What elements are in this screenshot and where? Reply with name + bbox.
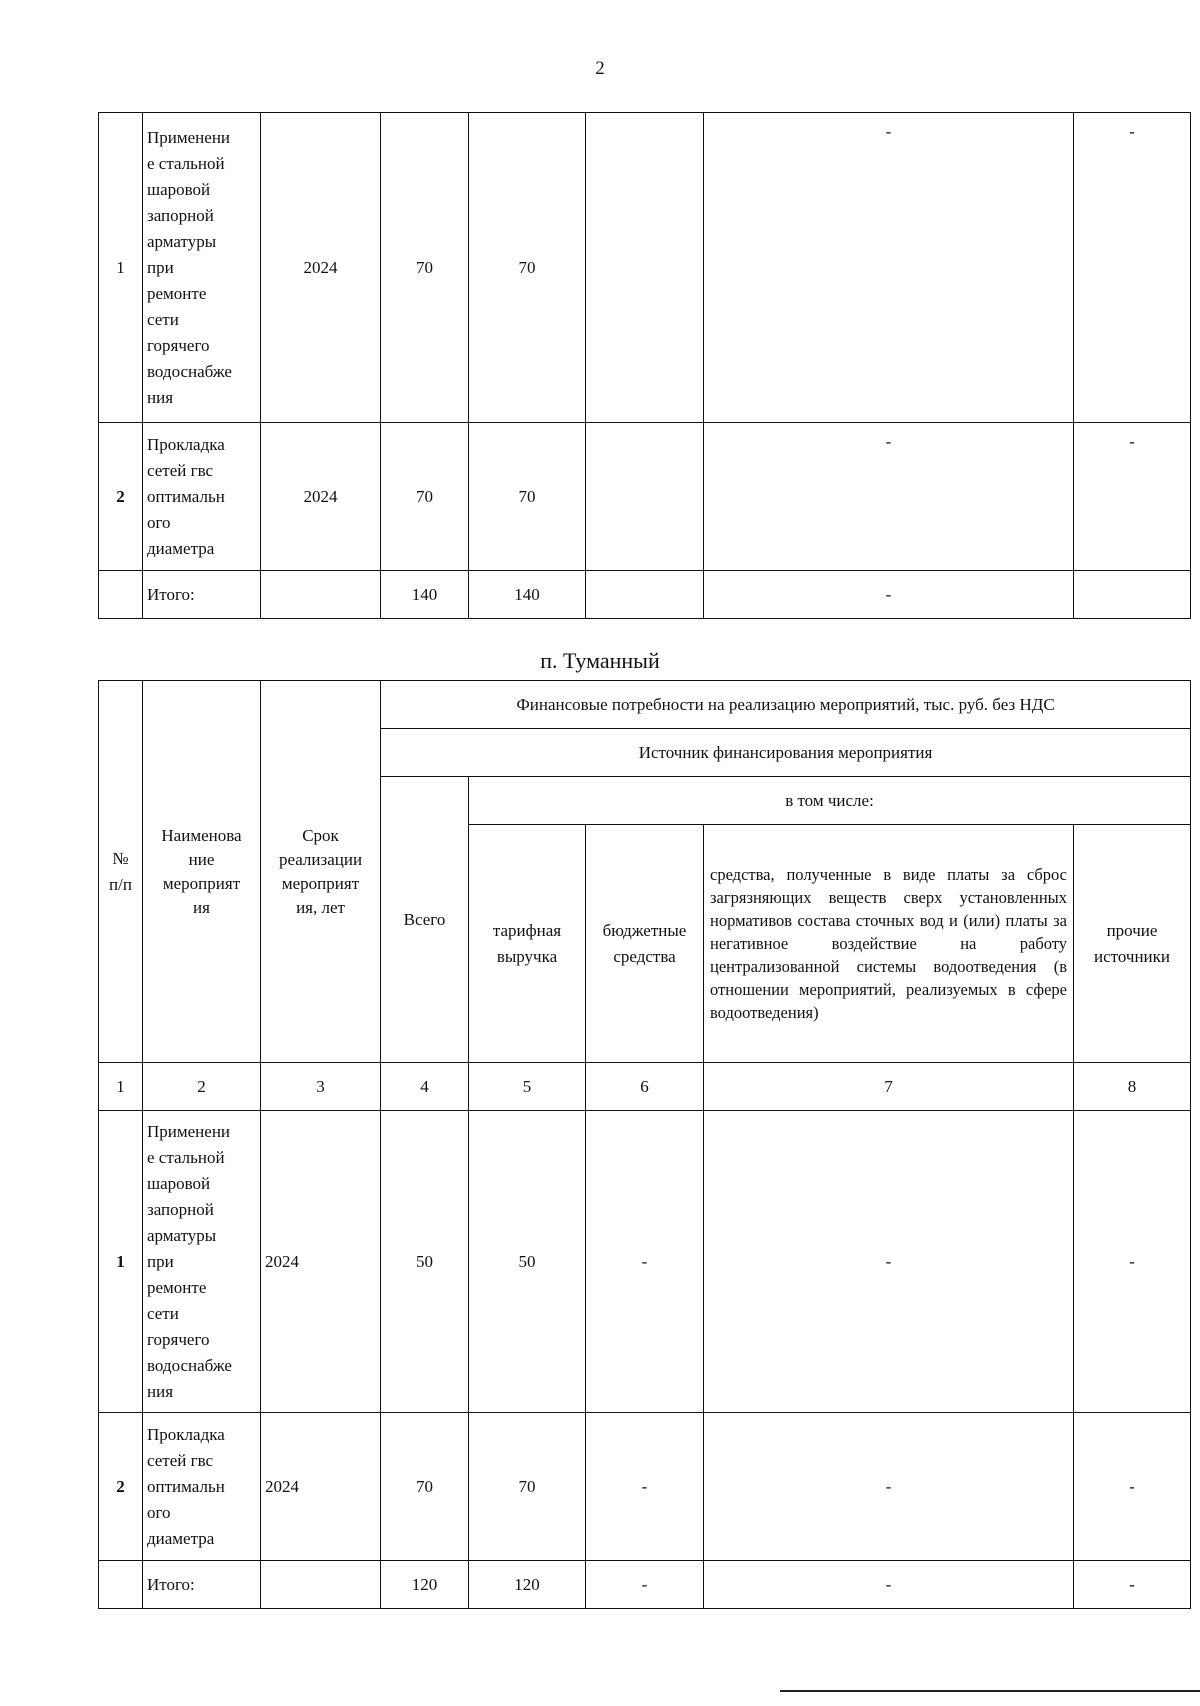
table-row bbox=[99, 1413, 1191, 1561]
row-tariff: 50 bbox=[469, 1111, 586, 1413]
row-tariff: 70 bbox=[469, 1413, 586, 1561]
row-fees: - bbox=[704, 423, 1074, 571]
row-number: 1 bbox=[99, 1111, 143, 1413]
header-num: № п/п bbox=[99, 681, 143, 1063]
total-label: Итого: bbox=[143, 1561, 261, 1609]
row-year: 2024 bbox=[261, 1413, 381, 1561]
row-other: - bbox=[1074, 113, 1191, 423]
column-numbers-row bbox=[99, 1063, 1191, 1111]
row-total: 70 bbox=[381, 113, 469, 423]
table-row bbox=[99, 423, 1191, 571]
row-year: 2024 bbox=[261, 423, 381, 571]
header-total: Всего bbox=[381, 777, 469, 1063]
header-finance: Финансовые потребности на реализацию мероприятий, тыс. руб. без НДС bbox=[381, 681, 1191, 729]
row-fees: - bbox=[704, 1413, 1074, 1561]
row-total: 70 bbox=[381, 423, 469, 571]
header-other: прочие источники bbox=[1074, 825, 1191, 1063]
col-number: 2 bbox=[143, 1063, 261, 1111]
header-fees: средства, полученные в виде платы за сброс загрязняющих веществ сверх установленных нормативов состава сточных вод и (или) платы за негативное воздействие на работу централизованной системы водоотведения (в отношении мероприятий, реализуемых в сфере водоотведения) bbox=[704, 825, 1074, 1063]
total-sum: 140 bbox=[381, 571, 469, 619]
total-sum: 120 bbox=[381, 1561, 469, 1609]
col-number: 8 bbox=[1074, 1063, 1191, 1111]
row-budget bbox=[586, 113, 704, 423]
row-number: 2 bbox=[99, 423, 143, 571]
row-budget: - bbox=[586, 1413, 704, 1561]
table-row bbox=[99, 1111, 1191, 1413]
col-number: 3 bbox=[261, 1063, 381, 1111]
header-including: в том числе: bbox=[469, 777, 1191, 825]
row-fees: - bbox=[704, 113, 1074, 423]
col-number: 4 bbox=[381, 1063, 469, 1111]
header-name: Наименова ние мероприят ия bbox=[143, 681, 261, 1063]
col-number: 6 bbox=[586, 1063, 704, 1111]
row-name: Применени е стальной шаровой запорной арматуры при ремонте сети горячего водоснабже ния bbox=[143, 1111, 261, 1413]
total-fees: - bbox=[704, 1561, 1074, 1609]
col-number: 1 bbox=[99, 1063, 143, 1111]
total-tariff: 140 bbox=[469, 571, 586, 619]
footer-rule bbox=[780, 1690, 1200, 1692]
section-title: п. Туманный bbox=[540, 648, 660, 673]
header-tariff: тарифная выручка bbox=[469, 825, 586, 1063]
row-name: Прокладка сетей гвс оптимальн ого диаметра bbox=[143, 1413, 261, 1561]
page-number: 2 bbox=[595, 58, 605, 79]
col-number: 5 bbox=[469, 1063, 586, 1111]
row-other: - bbox=[1074, 1111, 1191, 1413]
table-row-total bbox=[99, 1561, 1191, 1609]
total-other: - bbox=[1074, 1561, 1191, 1609]
row-total: 50 bbox=[381, 1111, 469, 1413]
row-tariff: 70 bbox=[469, 113, 586, 423]
row-year: 2024 bbox=[261, 1111, 381, 1413]
row-tariff: 70 bbox=[469, 423, 586, 571]
col-number: 7 bbox=[704, 1063, 1074, 1111]
table-tumanny bbox=[98, 680, 1191, 1609]
row-number: 2 bbox=[99, 1413, 143, 1561]
row-fees: - bbox=[704, 1111, 1074, 1413]
row-other: - bbox=[1074, 423, 1191, 571]
total-budget: - bbox=[586, 1561, 704, 1609]
header-budget: бюджетные средства bbox=[586, 825, 704, 1063]
total-tariff: 120 bbox=[469, 1561, 586, 1609]
row-number: 1 bbox=[99, 113, 143, 423]
row-total: 70 bbox=[381, 1413, 469, 1561]
total-label: Итого: bbox=[143, 571, 261, 619]
table-continued bbox=[98, 112, 1191, 619]
table-row bbox=[99, 113, 1191, 423]
row-budget: - bbox=[586, 1111, 704, 1413]
total-fees: - bbox=[704, 571, 1074, 619]
table-row-total bbox=[99, 571, 1191, 619]
header-term: Срок реализации мероприят ия, лет bbox=[261, 681, 381, 1063]
row-name: Применени е стальной шаровой запорной арматуры при ремонте сети горячего водоснабже ния bbox=[143, 113, 261, 423]
row-year: 2024 bbox=[261, 113, 381, 423]
row-budget bbox=[586, 423, 704, 571]
row-name: Прокладка сетей гвс оптимальн ого диаметра bbox=[143, 423, 261, 571]
header-source: Источник финансирования мероприятия bbox=[381, 729, 1191, 777]
row-other: - bbox=[1074, 1413, 1191, 1561]
